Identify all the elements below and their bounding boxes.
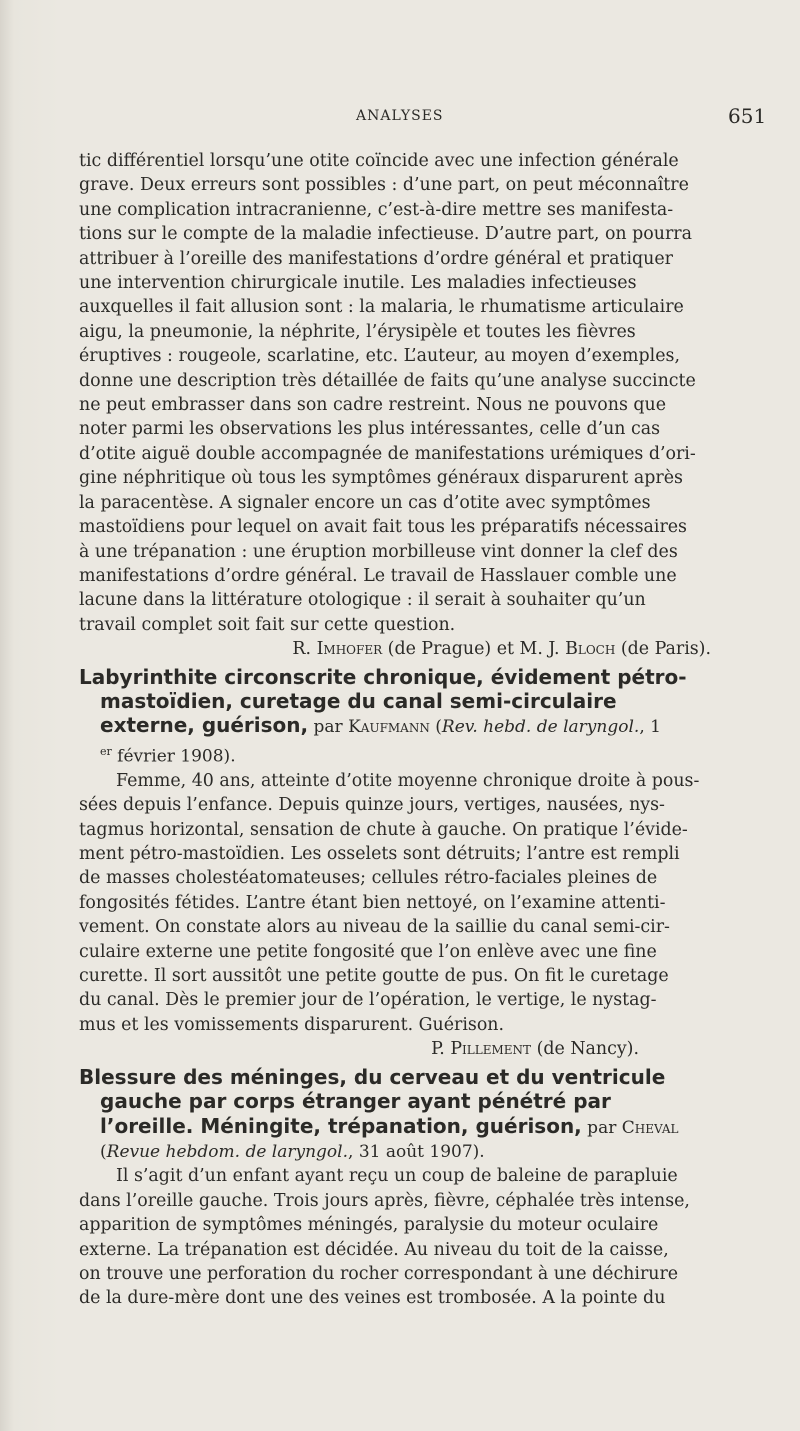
heading-line: Labyrinthite circonscrite chronique, évidement pétro- — [79, 664, 687, 689]
text-line: fongosités fétides. L’antre étant bien nettoyé, on l’examine attenti- — [79, 892, 666, 913]
text-line: curette. Il sort aussitôt une petite goutte de pus. On fit le curetage — [79, 966, 669, 987]
sig-prefix: R. — [292, 639, 317, 660]
heading-line: mastoïdien, curetage du canal semi-circulaire — [100, 688, 617, 713]
text-line: externe. La trépanation est décidée. Au niveau du toit de la caisse, — [79, 1239, 669, 1260]
heading-bold-part: l’oreille. Méningite, trépanation, guérison, — [100, 1113, 582, 1138]
text-line: vement. On constate alors au niveau de la saillie du canal semi-cir- — [79, 917, 670, 938]
text-line: Femme, 40 ans, atteinte d’otite moyenne chronique droite à pous- — [116, 770, 700, 791]
author-name: Kaufmann — [348, 717, 430, 738]
heading-line — [79, 1114, 739, 1140]
heading-by: par — [308, 717, 349, 738]
journal-name: Revue hebdom. de laryngol. — [106, 1141, 349, 1162]
text-line: travail complet soit fait sur cette question. — [79, 614, 456, 635]
text-line: mus et les vomissements disparurent. Guérison. — [79, 1014, 505, 1035]
heading-line: gauche par corps étranger ayant pénétré par — [100, 1089, 611, 1114]
author-name: Pillement — [450, 1039, 532, 1060]
sig-suffix: (de Nancy). — [531, 1039, 639, 1060]
article-heading-labyrinthite — [79, 665, 739, 769]
article-body-labyrinthite — [79, 769, 739, 1037]
heading-by: par — [581, 1117, 622, 1138]
heading-line — [79, 1140, 739, 1164]
article-heading-blessure — [79, 1065, 739, 1165]
heading-bold-part: externe, guérison, — [100, 713, 309, 738]
date-superscript: er — [100, 744, 112, 758]
text-line: manifestations d’ordre général. Le travail de Hasslauer comble une — [79, 565, 677, 586]
text-line: éruptives : rougeole, scarlatine, etc. L’auteur, au moyen d’exemples, — [79, 346, 680, 367]
text-line: dans l’oreille gauche. Trois jours après, fièvre, céphalée très intense, — [79, 1190, 690, 1211]
heading-line — [79, 740, 739, 769]
text-line: apparition de symptômes méningés, paralysie du moteur oculaire — [79, 1215, 659, 1236]
sig-mid: (de Prague) et M. J. — [382, 639, 566, 660]
author-name: Imhofer — [316, 639, 383, 660]
heading-paren: ( — [429, 717, 442, 738]
paragraph-continuation — [79, 149, 739, 637]
author-name: Bloch — [565, 639, 616, 660]
heading-line: Blessure des méninges, du cerveau et du ventricule — [79, 1064, 666, 1089]
journal-date-rest: février 1908). — [111, 746, 236, 767]
text-line: noter parmi les observations les plus intéressantes, celle d’un cas — [79, 419, 661, 440]
text-line: la paracentèse. A signaler encore un cas d’otite avec symptômes — [79, 492, 651, 513]
text-line: mastoïdiens pour lequel on avait fait tous les préparatifs nécessaires — [79, 517, 687, 538]
journal-date: , 1 — [639, 717, 661, 738]
heading-line — [79, 713, 739, 739]
text-line: aigu, la pneumonie, la néphrite, l’érysipèle et toutes les fièvres — [79, 321, 636, 342]
text-line: donne une description très détaillée de faits qu’une analyse succincte — [79, 370, 696, 391]
running-head — [0, 104, 800, 128]
journal-date: , 31 août 1907). — [348, 1141, 485, 1162]
page-body — [79, 149, 739, 1311]
author-name: Cheval — [621, 1117, 679, 1138]
text-line: ment pétro-mastoïdien. Les osselets sont détruits; l’antre est rempli — [79, 844, 680, 865]
text-line: du canal. Dès le premier jour de l’opération, le vertige, le nystag- — [79, 990, 657, 1011]
heading-paren: ( — [100, 1141, 107, 1162]
text-line: gine néphritique où tous les symptômes généraux disparurent après — [79, 468, 683, 489]
text-line: tagmus horizontal, sensation de chute à gauche. On pratique l’évide- — [79, 819, 688, 840]
text-line: culaire externe une petite fongosité que l’on enlève avec une fine — [79, 941, 657, 962]
text-line: tions sur le compte de la maladie infectieuse. D’autre part, on pourra — [79, 224, 692, 245]
sig-suffix: (de Paris). — [615, 639, 711, 660]
text-line: de la dure-mère dont une des veines est trombosée. A la pointe du — [79, 1288, 666, 1309]
article-body-blessure — [79, 1164, 739, 1310]
text-line: ne peut embrasser dans son cadre restreint. Nous ne pouvons que — [79, 395, 667, 416]
text-line: attribuer à l’oreille des manifestations d’ordre général et pratiquer — [79, 248, 673, 269]
text-line: Il s’agit d’un enfant ayant reçu un coup de baleine de parapluie — [116, 1166, 678, 1187]
text-line: d’otite aiguë double accompagnée de manifestations urémiques d’ori- — [79, 443, 696, 464]
sig-prefix: P. — [431, 1039, 451, 1060]
text-line: une intervention chirurgicale inutile. Les maladies infectieuses — [79, 273, 637, 294]
text-line: tic différentiel lorsqu’une otite coïncide avec une infection générale — [79, 151, 679, 171]
text-line: grave. Deux erreurs sont possibles : d’une part, on peut méconnaître — [79, 175, 689, 196]
running-title: ANALYSES — [356, 108, 444, 124]
text-line: lacune dans la littérature otologique : il serait à souhaiter qu’un — [79, 590, 646, 611]
journal-name: Rev. hebd. de laryngol. — [441, 717, 640, 738]
page-number: 651 — [728, 104, 767, 128]
text-line: sées depuis l’enfance. Depuis quinze jours, vertiges, nausées, nys- — [79, 795, 665, 816]
text-line: auxquelles il fait allusion sont : la malaria, le rhumatisme articulaire — [79, 297, 684, 318]
signature-1 — [79, 637, 739, 661]
signature-2 — [79, 1037, 739, 1061]
text-line: à une trépanation : une éruption morbilleuse vint donner la clef des — [79, 541, 678, 562]
text-line: on trouve une perforation du rocher correspondant à une déchirure — [79, 1263, 679, 1284]
text-line: de masses cholestéatomateuses; cellules rétro-faciales pleines de — [79, 868, 658, 889]
text-line: une complication intracranienne, c’est-à-dire mettre ses manifesta- — [79, 199, 674, 220]
